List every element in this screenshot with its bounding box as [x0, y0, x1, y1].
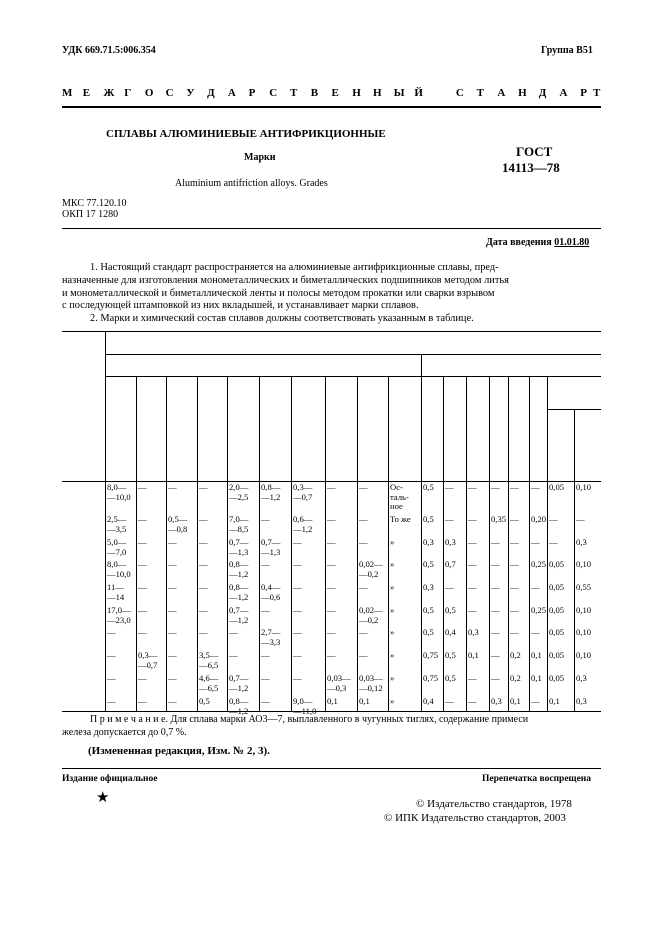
table-cell: 0,10	[576, 627, 592, 637]
heading-letter: Р	[248, 87, 256, 99]
heading-letter: Н	[352, 87, 361, 99]
heading-letter: Н	[518, 87, 527, 99]
table-cell: —	[138, 537, 147, 547]
table-cell: 0,8— —1,2	[261, 482, 281, 502]
heading-letter: С	[455, 87, 464, 99]
heading-letter: Е	[331, 87, 339, 99]
heading-letter: Т	[476, 87, 484, 99]
table-cell: —	[468, 605, 477, 615]
table-cell: —	[468, 673, 477, 683]
udk-code: УДК 669.71.5:006.354	[62, 45, 156, 56]
official-edition: Издание официальное	[62, 774, 158, 784]
table-column-divider	[136, 376, 137, 711]
table-cell: —	[468, 537, 477, 547]
table-cell: —	[445, 514, 454, 524]
table-cell: —	[491, 559, 500, 569]
heading-letter: Ж	[103, 87, 115, 99]
table-header-rule	[547, 409, 601, 410]
heading-letter: Н	[372, 87, 382, 99]
table-cell: —	[293, 605, 302, 615]
table-column-divider	[529, 376, 530, 711]
note-text-continued: железа допускается до 0,7 %.	[62, 727, 187, 738]
star-icon: ★	[96, 790, 110, 806]
table-column-divider	[291, 376, 292, 711]
table-cell: »	[390, 627, 395, 637]
table-cell: 0,5	[199, 696, 210, 706]
table-cell: 0,7	[445, 559, 456, 569]
heading-letter: Ы	[393, 87, 405, 99]
table-cell: —	[510, 627, 519, 637]
table-cell: 0,5	[445, 650, 456, 660]
table-cell: —	[261, 696, 270, 706]
table-cell: 0,03— —0,3	[327, 673, 351, 693]
table-cell: —	[168, 627, 177, 637]
table-cell: —	[168, 650, 177, 660]
header-rule	[62, 106, 601, 108]
table-cell: 0,4	[423, 696, 434, 706]
table-cell: »	[390, 650, 395, 660]
table-cell: —	[199, 514, 208, 524]
table-cell: 0,5	[423, 605, 434, 615]
paragraph-1-line: назначенные для изготовления монометаллических и биметаллических подшипников методом литья	[62, 274, 509, 286]
table-cell: —	[491, 673, 500, 683]
table-cell: —	[138, 514, 147, 524]
table-cell: —	[293, 559, 302, 569]
table-cell: 0,5	[423, 627, 434, 637]
table-cell: 0,10	[576, 650, 592, 660]
table-cell: —	[199, 627, 208, 637]
introduction-date	[486, 237, 589, 248]
copyright-2003: © ИПК Издательство стандартов, 2003	[384, 812, 566, 824]
table-cell: 0,1	[531, 673, 542, 683]
english-title: Aluminium antifriction alloys. Grades	[175, 178, 328, 189]
table-cell: —	[327, 482, 336, 492]
table-cell: —	[293, 650, 302, 660]
table-cell: —	[327, 514, 336, 524]
introduction-date-value: 01.01.80	[554, 237, 590, 248]
table-cell: 0,3— —0,7	[138, 650, 158, 670]
table-cell: —	[199, 605, 208, 615]
table-cell: —	[327, 605, 336, 615]
table-cell: »	[390, 582, 395, 592]
table-cell: 0,1	[510, 696, 521, 706]
table-cell: »	[390, 696, 395, 706]
table-cell: 4,6— —6,5	[199, 673, 219, 693]
table-column-divider	[227, 376, 228, 711]
table-cell: —	[168, 559, 177, 569]
gost-label: ГОСТ	[516, 144, 553, 159]
heading-letter: О	[144, 87, 154, 99]
table-cell: 0,8— —1,2	[229, 582, 249, 602]
table-cell: 0,7— —1,3	[261, 537, 281, 557]
table-cell: —	[138, 696, 147, 706]
heading-letter: Д	[538, 87, 547, 99]
table-cell: 0,7— —1,2	[229, 673, 249, 693]
table-cell: 0,8— —1,2	[229, 559, 249, 579]
table-cell: —	[491, 482, 500, 492]
paragraph-2: 2. Марки и химический состав сплавов должны соответствовать указанным в таблице.	[90, 313, 474, 324]
heading-letter: Г	[124, 87, 132, 99]
table-column-divider	[489, 376, 490, 711]
table-cell: 0,3	[423, 582, 434, 592]
table-cell: 3,5— —6,5	[199, 650, 219, 670]
table-cell: —	[510, 537, 519, 547]
table-cell: 5,0— —7,0	[107, 537, 127, 557]
table-cell: —	[491, 537, 500, 547]
heading-letter: В	[310, 87, 319, 99]
table-cell: —	[199, 537, 208, 547]
paragraph-1-line: с последующей штамповкой из них вкладышей, и устанавливает марки сплавов.	[62, 300, 419, 312]
table-cell: 0,5	[423, 559, 434, 569]
table-cell: —	[229, 650, 238, 660]
table-cell: —	[229, 627, 238, 637]
table-cell: —	[491, 605, 500, 615]
table-cell: 7,0— —8,5	[229, 514, 249, 534]
table-cell: —	[293, 582, 302, 592]
heading-letter: Д	[207, 87, 215, 99]
table-cell: 0,05	[549, 673, 565, 683]
document-title: СПЛАВЫ АЛЮМИНИЕВЫЕ АНТИФРИКЦИОННЫЕ	[106, 128, 386, 140]
table-bottom-border	[62, 711, 601, 712]
table-cell: 0,05	[549, 605, 565, 615]
table-cell: »	[390, 537, 395, 547]
table-cell: 0,1	[327, 696, 338, 706]
table-cell: —	[510, 482, 519, 492]
table-cell: 0,4— —0,6	[261, 582, 281, 602]
heading-letter: Й	[414, 87, 423, 99]
table-cell: 0,05	[549, 582, 565, 592]
table-cell: —	[510, 559, 519, 569]
table-cell: —	[107, 673, 116, 683]
table-cell: 0,3	[445, 537, 456, 547]
table-cell: —	[468, 582, 477, 592]
table-cell: 0,3	[468, 627, 479, 637]
table-cell: —	[199, 559, 208, 569]
title-rule	[62, 228, 601, 229]
table-cell: 0,3	[491, 696, 502, 706]
table-cell: —	[468, 696, 477, 706]
table-cell: —	[327, 537, 336, 547]
heading-letter: У	[186, 87, 195, 99]
heading-letter: М	[62, 87, 73, 99]
heading-letter: А	[227, 87, 236, 99]
paragraph-1-line: и монометаллической и биметаллической ленты и полосы методом прокатки или сварки взрывом	[62, 287, 495, 299]
table-cell: —	[468, 559, 477, 569]
table-cell: 0,20	[531, 514, 547, 524]
table-cell: —	[576, 514, 585, 524]
table-cell: —	[510, 582, 519, 592]
table-cell: »	[390, 559, 395, 569]
heading-letter: А	[559, 87, 568, 99]
table-cell: 0,4	[445, 627, 456, 637]
table-cell: —	[468, 514, 477, 524]
table-cell: »	[390, 673, 395, 683]
table-cell: 0,5	[423, 482, 434, 492]
heading-letter: А	[497, 87, 506, 99]
table-cell: —	[491, 582, 500, 592]
table-cell: 0,7— —1,3	[229, 537, 249, 557]
table-cell: —	[445, 696, 454, 706]
table-cell: 0,05	[549, 627, 565, 637]
table-cell: —	[491, 627, 500, 637]
table-header-bottom	[62, 481, 601, 482]
footer-rule	[62, 768, 601, 769]
table-cell: 0,1	[549, 696, 560, 706]
table-cell: —	[359, 650, 368, 660]
table-column-divider	[388, 376, 389, 711]
table-cell: —	[445, 482, 454, 492]
table-cell: 0,1	[359, 696, 370, 706]
table-cell: —	[359, 582, 368, 592]
table-cell: —	[168, 696, 177, 706]
table-cell: То же	[390, 514, 411, 524]
table-cell: —	[327, 582, 336, 592]
table-cell: —	[531, 696, 540, 706]
table-cell: —	[107, 650, 116, 660]
amendment-note: (Измененная редакция, Изм. № 2, 3).	[88, 745, 270, 757]
introduction-date-label: Дата введения	[486, 237, 552, 248]
table-cell: 0,25	[531, 559, 547, 569]
table-cell: 0,6— —1,2	[293, 514, 313, 534]
table-cell: —	[549, 514, 558, 524]
column-header-17	[550, 413, 570, 477]
table-cell: 0,3	[576, 537, 587, 547]
heading-letter: Р	[580, 87, 587, 99]
table-cell: —	[293, 673, 302, 683]
table-cell: —	[138, 605, 147, 615]
heading-letter: Т	[290, 87, 298, 99]
table-cell: —	[359, 537, 368, 547]
table-cell: —	[138, 482, 147, 492]
table-cell: —	[138, 627, 147, 637]
table-cell: —	[359, 482, 368, 492]
note-label: П р и м е ч а н и е.	[90, 714, 168, 725]
table-column-divider	[259, 376, 260, 711]
table-cell: »	[390, 605, 395, 615]
table-column-divider	[421, 354, 422, 711]
table-cell: —	[531, 627, 540, 637]
table-cell: 0,35	[491, 514, 507, 524]
table-cell: 0,10	[576, 482, 592, 492]
table-cell: 17,0— —23,0	[107, 605, 131, 625]
table-cell: —	[138, 673, 147, 683]
paragraph-1	[62, 262, 602, 313]
table-cell: 0,03— —0,12	[359, 673, 383, 693]
table-cell: 2,5— —3,5	[107, 514, 127, 534]
table-cell: —	[327, 559, 336, 569]
table-cell: 2,7— —3,3	[261, 627, 281, 647]
table-header-rule	[105, 376, 601, 377]
table-cell: 0,5	[445, 605, 456, 615]
table-cell: —	[468, 482, 477, 492]
table-cell: —	[510, 514, 519, 524]
table-column-divider	[325, 376, 326, 711]
table-column-divider	[466, 376, 467, 711]
table-cell: —	[168, 582, 177, 592]
table-cell: 0,3	[423, 537, 434, 547]
table-cell: —	[359, 514, 368, 524]
table-cell: 0,5— —0,8	[168, 514, 188, 534]
table-cell: —	[261, 650, 270, 660]
table-cell: 0,5	[423, 514, 434, 524]
table-cell: 11— —14	[107, 582, 125, 602]
table-cell: Ос- таль- ное	[390, 482, 409, 511]
table-column-divider	[443, 376, 444, 711]
okp-code: ОКП 17 1280	[62, 209, 119, 220]
table-cell: 8,0— —10,0	[107, 482, 131, 502]
mks-code: МКС 77.120.10	[62, 198, 127, 209]
table-cell: —	[293, 627, 302, 637]
table-cell: —	[549, 537, 558, 547]
heading-letter: Е	[82, 87, 91, 99]
table-column-divider	[166, 376, 167, 711]
table-cell: —	[261, 605, 270, 615]
document-subtitle: Марки	[244, 152, 276, 163]
table-column-divider	[105, 331, 106, 711]
table-cell: —	[261, 559, 270, 569]
table-cell: —	[327, 627, 336, 637]
paragraph-1-line: 1. Настоящий стандарт распространяется на алюминиевые антифрикционные сплавы, пред-	[90, 262, 499, 273]
table-cell: —	[168, 482, 177, 492]
table-cell: 0,05	[549, 650, 565, 660]
table-note	[90, 714, 528, 725]
table-cell: —	[168, 673, 177, 683]
table-column-divider	[508, 376, 509, 711]
table-cell: 0,75	[423, 673, 439, 683]
table-cell: —	[293, 537, 302, 547]
note-text: Для сплава марки АО3—7, выплавленного в чугунных тиглях, содержание примеси	[167, 714, 529, 725]
table-cell: 0,05	[549, 482, 565, 492]
table-cell: —	[531, 537, 540, 547]
table-column-divider	[574, 409, 575, 711]
table-cell: —	[261, 673, 270, 683]
table-cell: 0,02— —0,2	[359, 605, 383, 625]
table-cell: —	[531, 482, 540, 492]
copyright-1978: © Издательство стандартов, 1978	[416, 798, 572, 810]
table-column-divider	[357, 376, 358, 711]
group-code: Группа В51	[541, 45, 593, 56]
heading-letter: С	[165, 87, 174, 99]
table-cell: 0,02— —0,2	[359, 559, 383, 579]
table-cell: 0,7— —1,2	[229, 605, 249, 625]
table-cell: —	[138, 559, 147, 569]
table-cell: —	[359, 627, 368, 637]
table-cell: 0,2	[510, 650, 521, 660]
heading-letter: Т	[593, 87, 601, 99]
table-cell: —	[491, 650, 500, 660]
table-cell: 0,3— —0,7	[293, 482, 313, 502]
table-cell: 0,55	[576, 582, 592, 592]
table-cell: —	[138, 582, 147, 592]
table-cell: 0,75	[423, 650, 439, 660]
table-cell: —	[107, 696, 116, 706]
table-cell: 0,5	[445, 673, 456, 683]
table-cell: 0,10	[576, 559, 592, 569]
heading-letter: С	[269, 87, 278, 99]
table-cell: 0,1	[531, 650, 542, 660]
table-cell: —	[168, 605, 177, 615]
table-cell: 9,0— —11,0	[293, 696, 317, 716]
interstate-standard-heading	[62, 87, 601, 101]
table-cell: 0,8— —1,2	[229, 696, 249, 716]
table-cell: 0,3	[576, 673, 587, 683]
table-cell: 8,0— —10,0	[107, 559, 131, 579]
table-cell: 0,25	[531, 605, 547, 615]
table-cell: 0,05	[549, 559, 565, 569]
table-cell: —	[107, 627, 116, 637]
table-cell: —	[199, 582, 208, 592]
table-cell: —	[531, 582, 540, 592]
table-cell: —	[168, 537, 177, 547]
table-cell: 0,3	[576, 696, 587, 706]
table-cell: —	[199, 482, 208, 492]
table-cell: —	[327, 650, 336, 660]
table-cell: 0,10	[576, 605, 592, 615]
table-cell: 0,2	[510, 673, 521, 683]
table-column-divider	[197, 376, 198, 711]
table-header-rule	[105, 354, 601, 355]
gost-number: 14113—78	[502, 160, 560, 175]
table-cell: 2,0— —2,5	[229, 482, 249, 502]
reprint-forbidden: Перепечатка воспрещена	[482, 774, 592, 784]
table-cell: —	[445, 582, 454, 592]
table-cell: 0,1	[468, 650, 479, 660]
table-cell: —	[510, 605, 519, 615]
table-top-border	[62, 331, 601, 332]
table-column-divider	[547, 376, 548, 711]
table-cell: —	[261, 514, 270, 524]
